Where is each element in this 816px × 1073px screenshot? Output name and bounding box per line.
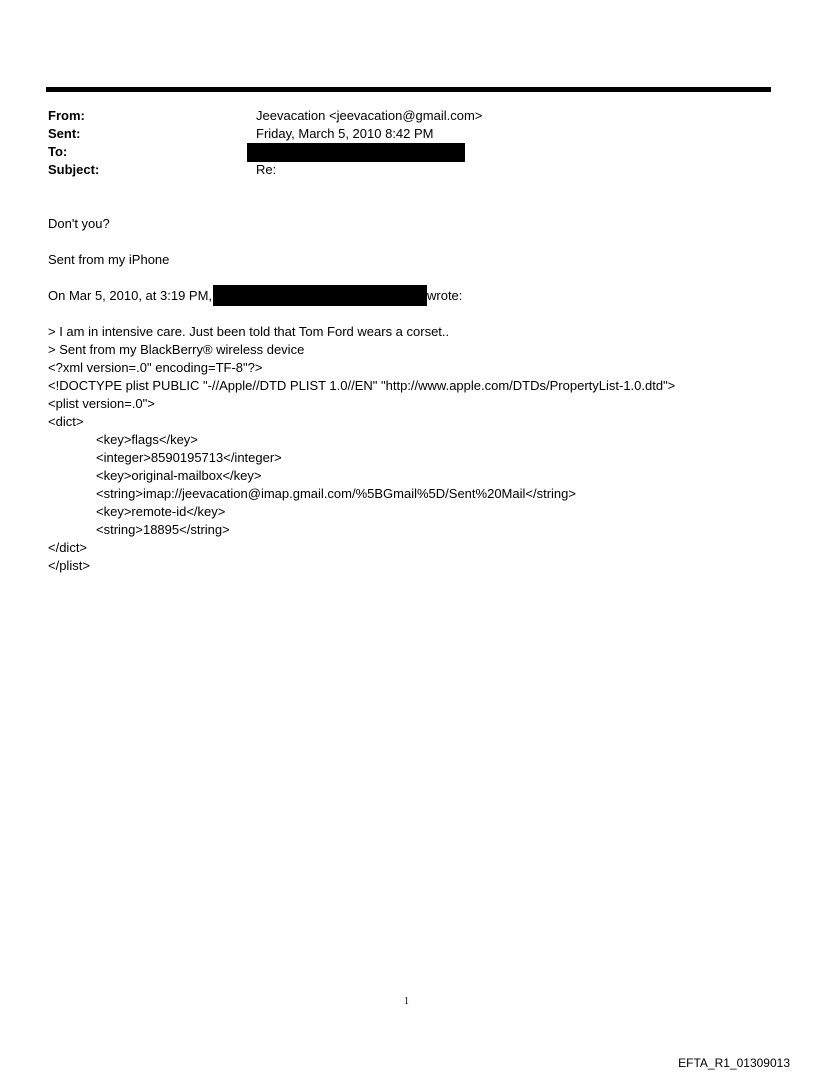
dict-item: <string>18895</string> [96, 522, 230, 537]
sent-value: Friday, March 5, 2010 8:42 PM [256, 126, 434, 141]
sender-redaction [213, 285, 427, 306]
from-value: Jeevacation <jeevacation@gmail.com> [256, 108, 483, 123]
quoted-line: <dict> [48, 414, 84, 429]
page-number: 1 [404, 996, 409, 1007]
from-label: From: [48, 108, 85, 123]
closing-line: </plist> [48, 558, 90, 573]
quoted-line: <!DOCTYPE plist PUBLIC "-//Apple//DTD PLIST 1.0//EN" "http://www.apple.com/DTDs/PropertyList-1.0.dtd"> [48, 378, 676, 393]
dict-item: <integer>8590195713</integer> [96, 450, 282, 465]
body-line-1: Don't you? [48, 216, 110, 231]
dict-item: <key>flags</key> [96, 432, 198, 447]
body-line-2: Sent from my iPhone [48, 252, 170, 267]
quoted-line: <?xml version=.0" encoding=TF-8"?> [48, 360, 263, 375]
dict-item: <key>original-mailbox</key> [96, 468, 262, 483]
quoted-line: > I am in intensive care. Just been told that Tom Ford wears a corset.. [48, 324, 450, 339]
dict-item: <string>imap://jeevacation@imap.gmail.com/%5BGmail%5D/Sent%20Mail</string> [96, 486, 576, 501]
sent-label: Sent: [48, 126, 81, 141]
quote-intro: On Mar 5, 2010, at 3:19 PM, [48, 288, 213, 303]
subject-value: Re: [256, 162, 277, 177]
quoted-line: <plist version=.0"> [48, 396, 155, 411]
bates-number: EFTA_R1_01309013 [678, 1056, 790, 1070]
header-divider [46, 87, 771, 92]
quoted-line: > Sent from my BlackBerry® wireless device [48, 342, 305, 357]
to-label: To: [48, 144, 68, 159]
closing-line: </dict> [48, 540, 88, 555]
to-redaction [247, 143, 465, 162]
dict-item: <key>remote-id</key> [96, 504, 226, 519]
subject-label: Subject: [48, 162, 100, 177]
quote-intro-wrote: wrote: [427, 288, 463, 303]
